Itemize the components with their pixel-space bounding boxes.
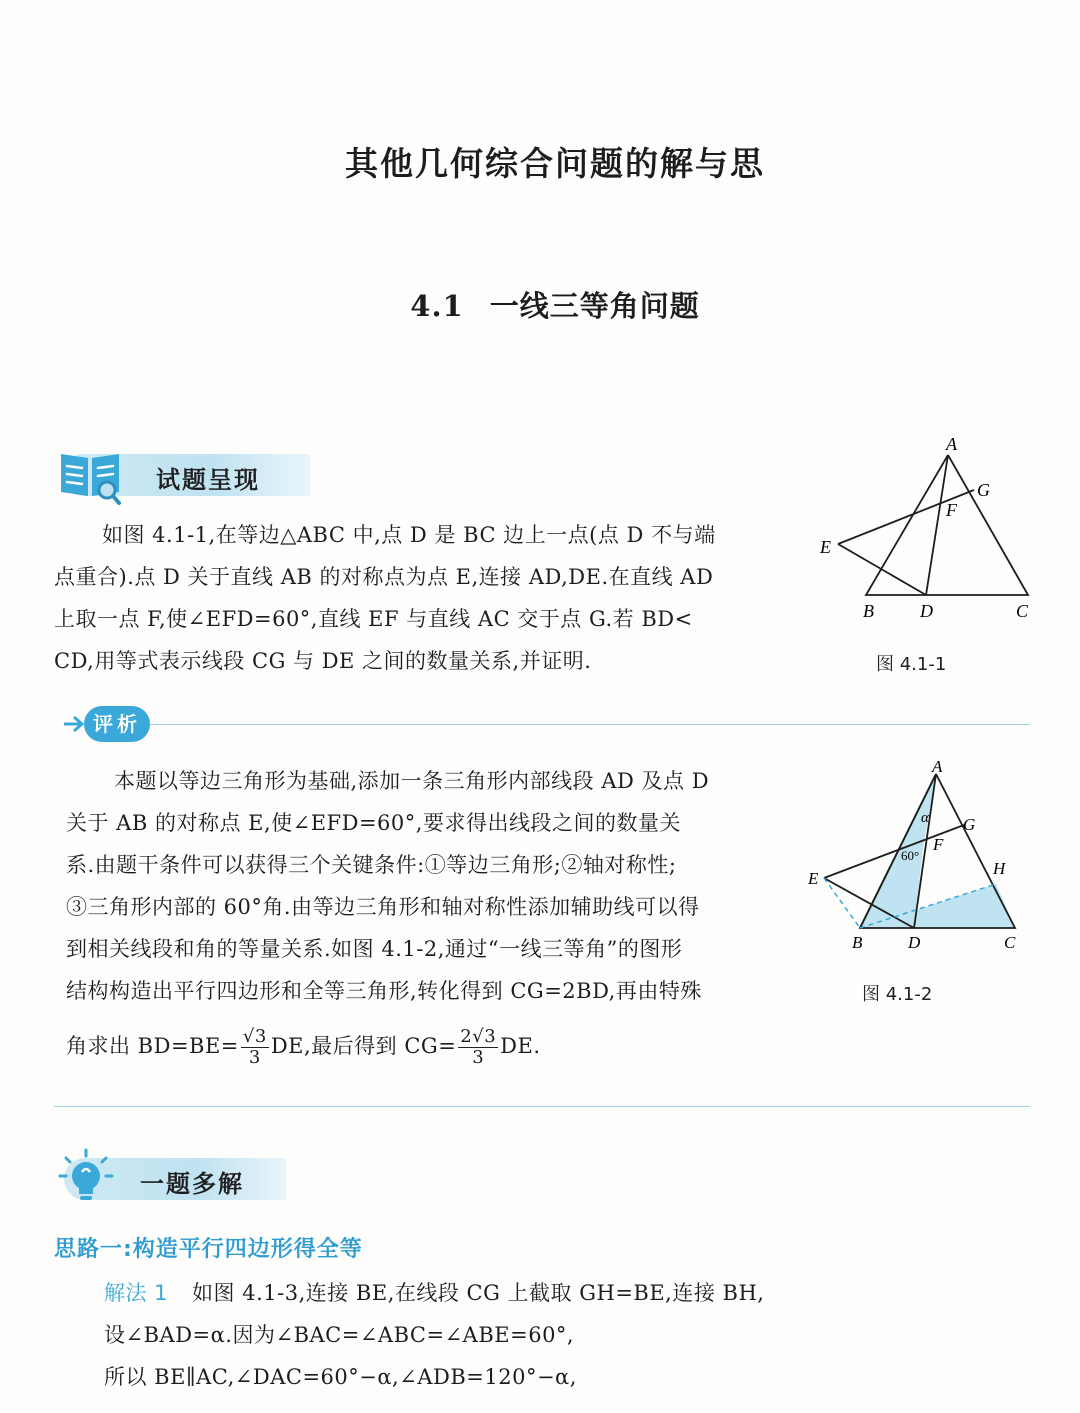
solution-label: 解法 1: [104, 1281, 169, 1305]
analysis-line: 结构构造出平行四边形和全等三角形,转化得到 CG=2BD,再由特殊: [66, 979, 702, 1003]
problem-line: 上取一点 F,使∠EFD=60°,直线 EF 与直线 AC 交于点 G.若 BD<: [54, 607, 693, 631]
label-c: C: [1004, 933, 1016, 952]
chapter-title: 其他几何综合问题的解与思: [345, 144, 765, 183]
label-alpha: α: [921, 810, 929, 826]
label-60deg: 60°: [901, 848, 920, 863]
analysis-last-part3: DE.: [500, 1034, 541, 1058]
solution-text: [104, 1272, 1004, 1398]
label-g: G: [977, 480, 990, 500]
label-b: B: [852, 933, 863, 952]
label-f: F: [946, 500, 957, 520]
frac2-numerator: 2√3: [460, 1026, 497, 1047]
analysis-line: 到相关线段和角的等量关系.如图 4.1-2,通过“一线三等角”的图形: [66, 937, 683, 961]
section-title: [0, 284, 1080, 325]
section-heading: 一线三等角问题: [489, 289, 700, 323]
solution-line-1: 如图 4.1-3,连接 BE,在线段 CG 上截取 GH=BE,连接 BH,: [192, 1281, 765, 1305]
lightbulb-icon: [58, 1148, 114, 1206]
solution-line: 设∠BAD=α.因为∠BAC=∠ABC=∠ABE=60°,: [104, 1323, 575, 1347]
analysis-last-part2: DE,最后得到 CG=: [270, 1034, 457, 1058]
label-f: F: [933, 835, 944, 854]
multi-solution-label: 一题多解: [140, 1170, 244, 1198]
analysis-line: 本题以等边三角形为基础,添加一条三角形内部线段 AD 及点 D: [114, 769, 710, 793]
book-icon: [55, 446, 125, 504]
segment-de: [838, 544, 926, 595]
analysis-text: [66, 760, 796, 1070]
label-a: A: [946, 434, 957, 454]
analysis-line: ③三角形内部的 60°角.由等边三角形和轴对称性添加辅助线可以得: [66, 895, 700, 919]
figure-4-1-1: [810, 430, 1050, 630]
frac1-numerator: √3: [242, 1026, 267, 1047]
segment-ad: [926, 455, 948, 595]
analysis-line: 系.由题干条件可以获得三个关键条件:①等边三角形;②轴对称性;: [66, 853, 677, 877]
analysis-line: 关于 AB 的对称点 E,使∠EFD=60°,要求得出线段之间的数量关: [66, 811, 681, 835]
figure-4-1-1-caption: 图 4.1-1: [876, 654, 947, 675]
section-divider: [54, 1106, 1030, 1107]
analysis-last-part1: 角求出 BD=BE=: [66, 1034, 239, 1058]
solution-line: [104, 1272, 1004, 1314]
figure-4-1-2-caption: 图 4.1-2: [862, 984, 933, 1005]
problem-line: CD,用等式表示线段 CG 与 DE 之间的数量关系,并证明.: [54, 649, 592, 673]
problem-line: 如图 4.1-1,在等边△ABC 中,点 D 是 BC 边上一点(点 D 不与端: [102, 523, 716, 547]
problem-text: [54, 514, 814, 682]
figure-4-1-2: [800, 760, 1050, 960]
problem-banner-label: 试题呈现: [156, 466, 260, 494]
label-e: E: [808, 869, 819, 888]
label-g: G: [963, 815, 976, 834]
fraction-2sqrt3-over-3: [458, 1027, 498, 1068]
frac2-denominator: 3: [472, 1047, 485, 1068]
arrow-icon: [62, 714, 84, 734]
frac1-denominator: 3: [248, 1047, 261, 1068]
label-b: B: [863, 601, 874, 621]
fraction-sqrt3-over-3: [241, 1027, 269, 1068]
problem-line: 点重合).点 D 关于直线 AB 的对称点为点 E,连接 AD,DE.在直线 AD: [54, 565, 714, 589]
approach-title: 思路一:构造平行四边形得全等: [54, 1237, 363, 1262]
label-a: A: [932, 760, 943, 776]
label-c: C: [1016, 601, 1029, 621]
analysis-last-line: [66, 1022, 796, 1070]
solution-line: 所以 BE∥AC,∠DAC=60°−α,∠ADB=120°−α,: [104, 1365, 577, 1389]
section-number: 4.1: [410, 289, 464, 323]
label-h: H: [993, 859, 1006, 878]
label-e: E: [820, 537, 831, 557]
dashed-eb: [824, 878, 860, 928]
label-d: D: [908, 933, 921, 952]
analysis-divider: [150, 724, 1030, 725]
analysis-label: 评析: [84, 706, 150, 742]
label-d: D: [920, 601, 933, 621]
